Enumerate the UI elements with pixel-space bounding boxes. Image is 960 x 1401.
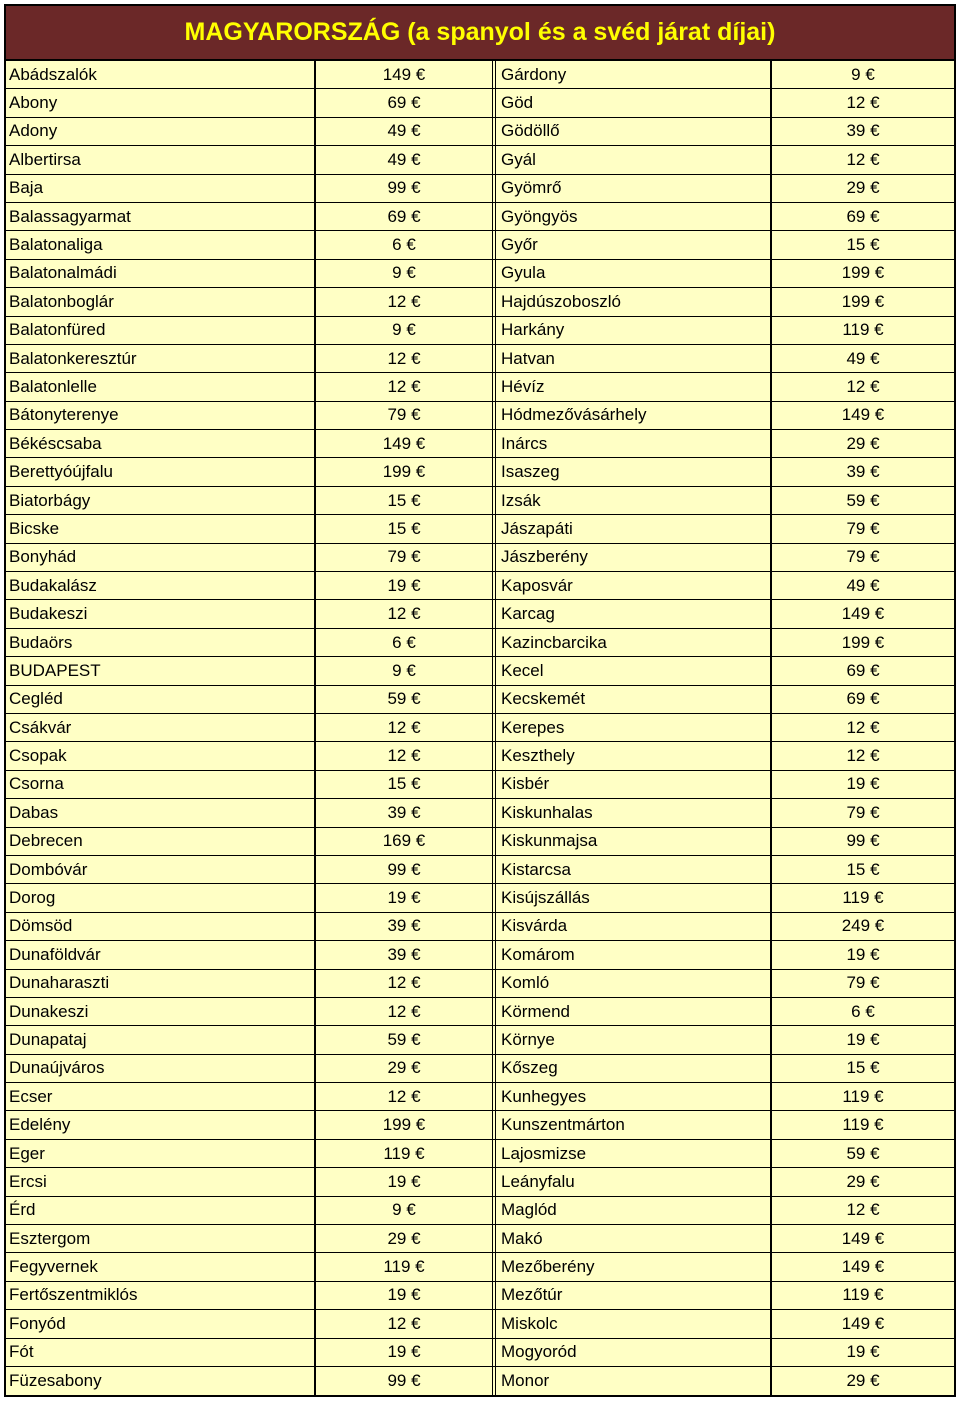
price-cell: 19 € <box>846 1342 880 1362</box>
table-row <box>6 1197 954 1225</box>
price-list-page <box>4 4 956 1397</box>
place-name: Eger <box>6 1140 316 1167</box>
table-row <box>6 742 954 770</box>
place-name: Kaposvár <box>496 572 772 599</box>
price-cell: 19 € <box>846 944 880 964</box>
place-name: Ecser <box>6 1083 316 1110</box>
table-row <box>6 288 954 316</box>
price-cell: 99 € <box>316 1367 496 1395</box>
price-cell: 12 € <box>316 714 496 741</box>
price-cell: 79 € <box>846 802 880 822</box>
place-name: Balassagyarmat <box>6 203 316 230</box>
price-cell: 39 € <box>316 941 496 968</box>
price-cell: 12 € <box>316 970 496 997</box>
place-name: Mogyoród <box>496 1339 772 1366</box>
place-name: Csákvár <box>6 714 316 741</box>
price-cell: 39 € <box>316 799 496 826</box>
place-name: Mezőberény <box>496 1253 772 1280</box>
price-cell: 29 € <box>316 1225 496 1252</box>
place-name: Kiskunmajsa <box>496 828 772 855</box>
place-name: Dunapataj <box>6 1026 316 1053</box>
place-name: Baja <box>6 175 316 202</box>
price-cell: 79 € <box>316 402 496 429</box>
table-row <box>6 1282 954 1310</box>
place-name: Debrecen <box>6 828 316 855</box>
price-cell: 12 € <box>846 149 880 169</box>
price-cell: 199 € <box>841 263 885 283</box>
table-row <box>6 1083 954 1111</box>
place-name: Biatorbágy <box>6 487 316 514</box>
table-row <box>6 231 954 259</box>
place-name: Karcag <box>496 600 772 627</box>
table-row <box>6 941 954 969</box>
table-row <box>6 1168 954 1196</box>
table-row <box>6 1253 954 1281</box>
price-cell: 12 € <box>316 998 496 1025</box>
price-cell: 29 € <box>846 178 880 198</box>
place-name: Kunhegyes <box>496 1083 772 1110</box>
place-name: Komárom <box>496 941 772 968</box>
table-row <box>6 430 954 458</box>
place-name: Dombóvár <box>6 856 316 883</box>
price-cell: 15 € <box>846 235 880 255</box>
place-name: Izsák <box>496 487 772 514</box>
table-row <box>6 799 954 827</box>
price-cell: 119 € <box>842 1115 884 1135</box>
price-cell: 199 € <box>316 1111 496 1138</box>
table-row <box>6 828 954 856</box>
place-name: Balatonboglár <box>6 288 316 315</box>
table-row <box>6 1140 954 1168</box>
table-row <box>6 714 954 742</box>
price-cell: 79 € <box>846 518 880 538</box>
table-row <box>6 970 954 998</box>
place-name: Kecel <box>496 657 772 684</box>
place-name: Kecskemét <box>496 686 772 713</box>
place-name: Cegléd <box>6 686 316 713</box>
place-name: Adony <box>6 118 316 145</box>
price-cell: 69 € <box>846 689 880 709</box>
table-row <box>6 1339 954 1367</box>
price-cell: 69 € <box>316 203 496 230</box>
place-name: Mezőtúr <box>496 1282 772 1309</box>
price-cell: 199 € <box>841 291 885 311</box>
price-cell: 69 € <box>846 660 880 680</box>
place-name: Balatonalmádi <box>6 260 316 287</box>
page-title: MAGYARORSZÁG (a spanyol és a svéd járat díjai) <box>184 18 776 46</box>
price-cell: 149 € <box>841 1257 885 1277</box>
place-name: Gyula <box>496 260 772 287</box>
place-name: Dabas <box>6 799 316 826</box>
place-name: Kazincbarcika <box>496 629 772 656</box>
place-name: Abony <box>6 89 316 116</box>
place-name: Ercsi <box>6 1168 316 1195</box>
price-cell: 6 € <box>851 1001 875 1021</box>
price-cell: 12 € <box>316 600 496 627</box>
place-name: Budakalász <box>6 572 316 599</box>
price-cell: 29 € <box>316 1055 496 1082</box>
place-name: Hatvan <box>496 345 772 372</box>
price-cell: 79 € <box>846 973 880 993</box>
table-row <box>6 118 954 146</box>
price-cell: 49 € <box>846 348 880 368</box>
table-row <box>6 61 954 89</box>
table-row <box>6 317 954 345</box>
price-cell: 119 € <box>842 1285 884 1305</box>
place-name: Göd <box>496 89 772 116</box>
place-name: Gödöllő <box>496 118 772 145</box>
place-name: Gyál <box>496 146 772 173</box>
place-name: Kisbér <box>496 771 772 798</box>
price-cell: 12 € <box>316 742 496 769</box>
price-cell: 149 € <box>316 430 496 457</box>
table-row <box>6 402 954 430</box>
table-row <box>6 572 954 600</box>
place-name: Balatonlelle <box>6 373 316 400</box>
place-name: Dunaföldvár <box>6 941 316 968</box>
price-cell: 59 € <box>316 686 496 713</box>
price-cell: 119 € <box>316 1253 496 1280</box>
place-name: Budakeszi <box>6 600 316 627</box>
table-row <box>6 1367 954 1395</box>
price-cell: 15 € <box>846 859 880 879</box>
price-cell: 12 € <box>316 373 496 400</box>
place-name: Bátonyterenye <box>6 402 316 429</box>
place-name: Fonyód <box>6 1310 316 1337</box>
place-name: Abádszalók <box>6 61 316 88</box>
table-row <box>6 998 954 1026</box>
place-name: Jászapáti <box>496 515 772 542</box>
price-cell: 15 € <box>316 487 496 514</box>
table-row <box>6 1310 954 1338</box>
place-name: Leányfalu <box>496 1168 772 1195</box>
price-cell: 169 € <box>316 828 496 855</box>
price-cell: 19 € <box>846 1029 880 1049</box>
price-cell: 99 € <box>846 831 880 851</box>
price-cell: 19 € <box>316 572 496 599</box>
place-name: Körmend <box>496 998 772 1025</box>
place-name: Budaörs <box>6 629 316 656</box>
place-name: Csorna <box>6 771 316 798</box>
price-cell: 149 € <box>841 1313 885 1333</box>
place-name: Maglód <box>496 1197 772 1224</box>
place-name: Csopak <box>6 742 316 769</box>
place-name: Kerepes <box>496 714 772 741</box>
table-row <box>6 544 954 572</box>
table-row <box>6 89 954 117</box>
place-name: Fegyvernek <box>6 1253 316 1280</box>
price-cell: 59 € <box>846 1143 880 1163</box>
title-bar <box>4 4 956 61</box>
table-row <box>6 1055 954 1083</box>
place-name: BUDAPEST <box>6 657 316 684</box>
table-row <box>6 629 954 657</box>
place-name: Hévíz <box>496 373 772 400</box>
price-cell: 49 € <box>316 146 496 173</box>
price-cell: 12 € <box>846 746 880 766</box>
place-name: Hódmezővásárhely <box>496 402 772 429</box>
place-name: Harkány <box>496 317 772 344</box>
place-name: Bicske <box>6 515 316 542</box>
table-row <box>6 657 954 685</box>
table-row <box>6 515 954 543</box>
price-cell: 199 € <box>841 632 885 652</box>
table-row <box>6 146 954 174</box>
table-row <box>6 260 954 288</box>
place-name: Balatonfüred <box>6 317 316 344</box>
price-cell: 9 € <box>316 317 496 344</box>
place-name: Kunszentmárton <box>496 1111 772 1138</box>
price-cell: 119 € <box>842 1086 884 1106</box>
place-name: Makó <box>496 1225 772 1252</box>
price-cell: 12 € <box>846 717 880 737</box>
place-name: Balatonkeresztúr <box>6 345 316 372</box>
price-cell: 149 € <box>841 1228 885 1248</box>
price-cell: 9 € <box>316 260 496 287</box>
place-name: Kisújszállás <box>496 884 772 911</box>
place-name: Kisvárda <box>496 913 772 940</box>
price-cell: 69 € <box>846 206 880 226</box>
price-cell: 12 € <box>316 288 496 315</box>
place-name: Fót <box>6 1339 316 1366</box>
place-name: Kiskunhalas <box>496 799 772 826</box>
table-row <box>6 884 954 912</box>
table-row <box>6 487 954 515</box>
place-name: Környe <box>496 1026 772 1053</box>
table-row <box>6 686 954 714</box>
price-cell: 249 € <box>841 916 885 936</box>
place-name: Gyömrő <box>496 175 772 202</box>
price-cell: 19 € <box>316 884 496 911</box>
table-row <box>6 373 954 401</box>
price-cell: 12 € <box>316 1310 496 1337</box>
price-cell: 69 € <box>316 89 496 116</box>
price-cell: 79 € <box>316 544 496 571</box>
place-name: Keszthely <box>496 742 772 769</box>
table-row <box>6 600 954 628</box>
place-name: Kistarcsa <box>496 856 772 883</box>
place-name: Hajdúszoboszló <box>496 288 772 315</box>
price-cell: 39 € <box>316 913 496 940</box>
place-name: Miskolc <box>496 1310 772 1337</box>
price-cell: 59 € <box>846 490 880 510</box>
price-cell: 99 € <box>316 856 496 883</box>
place-name: Balatonaliga <box>6 231 316 258</box>
price-cell: 149 € <box>841 604 885 624</box>
price-cell: 49 € <box>316 118 496 145</box>
place-name: Dunaharaszti <box>6 970 316 997</box>
place-name: Dorog <box>6 884 316 911</box>
place-name: Békéscsaba <box>6 430 316 457</box>
table-row <box>6 345 954 373</box>
price-cell: 39 € <box>846 462 880 482</box>
table-row <box>6 175 954 203</box>
price-cell: 12 € <box>846 93 880 113</box>
place-name: Kőszeg <box>496 1055 772 1082</box>
price-cell: 12 € <box>316 345 496 372</box>
place-name: Jászberény <box>496 544 772 571</box>
price-cell: 199 € <box>316 458 496 485</box>
price-table <box>4 61 956 1397</box>
price-cell: 19 € <box>846 774 880 794</box>
table-row <box>6 1026 954 1054</box>
place-name: Albertirsa <box>6 146 316 173</box>
price-cell: 39 € <box>846 121 880 141</box>
price-cell: 149 € <box>316 61 496 88</box>
table-row <box>6 1225 954 1253</box>
price-cell: 119 € <box>842 320 884 340</box>
place-name: Komló <box>496 970 772 997</box>
place-name: Esztergom <box>6 1225 316 1252</box>
place-name: Lajosmizse <box>496 1140 772 1167</box>
place-name: Gyöngyös <box>496 203 772 230</box>
price-cell: 79 € <box>846 547 880 567</box>
price-cell: 9 € <box>316 1197 496 1224</box>
price-cell: 15 € <box>316 771 496 798</box>
place-name: Monor <box>496 1367 772 1395</box>
place-name: Érd <box>6 1197 316 1224</box>
table-row <box>6 771 954 799</box>
price-cell: 6 € <box>316 629 496 656</box>
price-cell: 29 € <box>846 433 880 453</box>
table-row <box>6 913 954 941</box>
table-row <box>6 1111 954 1139</box>
place-name: Dömsöd <box>6 913 316 940</box>
price-cell: 119 € <box>842 888 884 908</box>
price-cell: 12 € <box>846 376 880 396</box>
table-row <box>6 458 954 486</box>
place-name: Berettyóújfalu <box>6 458 316 485</box>
price-cell: 19 € <box>316 1168 496 1195</box>
price-cell: 15 € <box>316 515 496 542</box>
table-row <box>6 203 954 231</box>
price-cell: 6 € <box>316 231 496 258</box>
price-cell: 149 € <box>841 405 885 425</box>
place-name: Győr <box>496 231 772 258</box>
place-name: Fertőszentmiklós <box>6 1282 316 1309</box>
price-cell: 19 € <box>316 1282 496 1309</box>
price-cell: 119 € <box>316 1140 496 1167</box>
price-cell: 29 € <box>846 1371 880 1391</box>
price-cell: 49 € <box>846 575 880 595</box>
price-cell: 9 € <box>316 657 496 684</box>
place-name: Inárcs <box>496 430 772 457</box>
place-name: Bonyhád <box>6 544 316 571</box>
price-cell: 29 € <box>846 1171 880 1191</box>
place-name: Füzesabony <box>6 1367 316 1395</box>
price-cell: 12 € <box>846 1200 880 1220</box>
place-name: Dunakeszi <box>6 998 316 1025</box>
price-cell: 19 € <box>316 1339 496 1366</box>
table-row <box>6 856 954 884</box>
price-cell: 12 € <box>316 1083 496 1110</box>
price-cell: 59 € <box>316 1026 496 1053</box>
price-cell: 9 € <box>851 64 875 84</box>
place-name: Isaszeg <box>496 458 772 485</box>
place-name: Dunaújváros <box>6 1055 316 1082</box>
price-cell: 15 € <box>846 1058 880 1078</box>
price-cell: 99 € <box>316 175 496 202</box>
place-name: Edelény <box>6 1111 316 1138</box>
place-name: Gárdony <box>496 61 772 88</box>
